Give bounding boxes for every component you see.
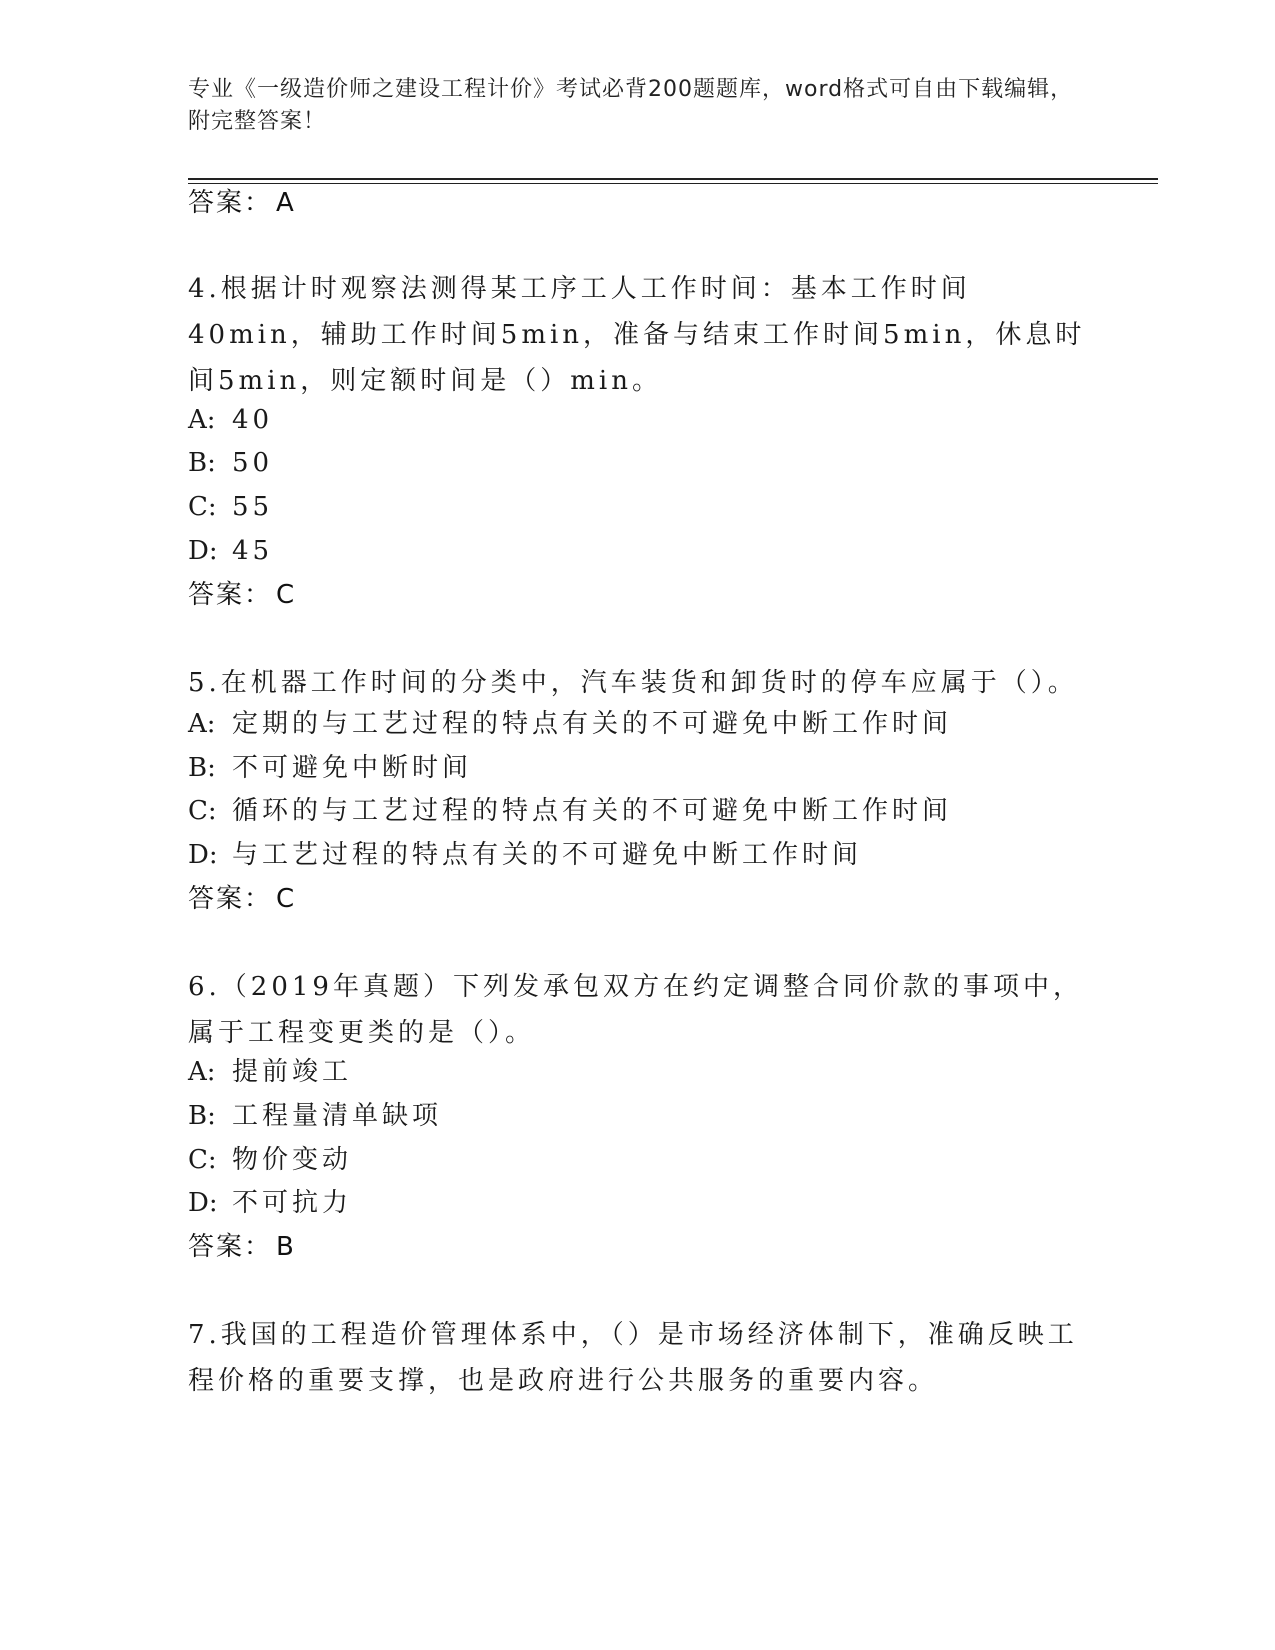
page-header: 专业《一级造价师之建设工程计价》考试必背200题题库，word格式可自由下载编辑，附完整答案！ xyxy=(188,77,1074,134)
header-divider-thin xyxy=(188,183,1158,184)
option-text: 55 xyxy=(232,492,274,522)
option-text: 50 xyxy=(232,448,274,478)
option-key: B: xyxy=(188,753,216,783)
option-text: 不可避免中断时间 xyxy=(232,753,473,783)
answer-line xyxy=(188,183,296,223)
option-text: 提前竣工 xyxy=(232,1057,353,1087)
option-key: D: xyxy=(188,1188,218,1218)
option-key: A: xyxy=(188,405,216,435)
option-key: A: xyxy=(188,709,216,739)
question-4-option-d xyxy=(188,531,273,571)
answer-label: 答案： xyxy=(188,1232,273,1262)
option-key: B: xyxy=(188,1101,216,1131)
question-6-answer xyxy=(188,1227,296,1267)
answer-label: 答案： xyxy=(188,884,273,914)
option-key: C: xyxy=(188,1145,217,1175)
answer-value: C xyxy=(276,580,297,610)
question-7-text: 7.我国的工程造价管理体系中，（）是市场经济体制下，准确反映工程价格的重要支撑，也是政府进行公共服务的重要内容。 xyxy=(188,1320,1078,1396)
question-5-text: 5.在机器工作时间的分类中，汽车装货和卸货时的停车应属于（）。 xyxy=(188,668,1078,698)
header-divider xyxy=(188,178,1158,180)
question-6-option-b xyxy=(188,1096,442,1136)
answer-value: A xyxy=(276,188,296,218)
question-6-option-a xyxy=(188,1052,352,1092)
answer-value: C xyxy=(276,884,297,914)
option-key: C: xyxy=(188,492,217,522)
answer-label: 答案： xyxy=(188,580,273,610)
question-4-text: 4.根据计时观察法测得某工序工人工作时间：基本工作时间40min，辅助工作时间5min，准备与结束工作时间5min，休息时间5min，则定额时间是（）min。 xyxy=(188,274,1086,396)
option-key: D: xyxy=(188,536,218,566)
option-text: 循环的与工艺过程的特点有关的不可避免中断工作时间 xyxy=(232,796,953,826)
answer-value: B xyxy=(276,1232,296,1262)
option-text: 45 xyxy=(232,536,274,566)
option-key: C: xyxy=(188,796,217,826)
question-6-option-d xyxy=(188,1183,352,1223)
question-4-answer xyxy=(188,575,296,615)
question-4-option-a xyxy=(188,400,273,440)
option-text: 物价变动 xyxy=(232,1145,353,1175)
answer-label: 答案： xyxy=(188,188,273,218)
question-4-option-c xyxy=(188,487,273,527)
option-key: B: xyxy=(188,448,216,478)
question-5-answer xyxy=(188,879,296,919)
question-5-option-b xyxy=(188,748,472,788)
option-key: A: xyxy=(188,1057,216,1087)
option-text: 与工艺过程的特点有关的不可避免中断工作时间 xyxy=(232,840,863,870)
option-text: 工程量清单缺项 xyxy=(232,1101,443,1131)
question-4-option-b xyxy=(188,443,273,483)
option-text: 40 xyxy=(232,405,274,435)
option-text: 不可抗力 xyxy=(232,1188,353,1218)
question-5-option-d xyxy=(188,835,862,875)
question-5-option-c xyxy=(188,791,952,831)
question-5-option-a xyxy=(188,704,952,744)
option-text: 定期的与工艺过程的特点有关的不可避免中断工作时间 xyxy=(232,709,953,739)
question-6-option-c xyxy=(188,1140,352,1180)
question-6-text: 6.（2019年真题）下列发承包双方在约定调整合同价款的事项中，属于工程变更类的是（）。 xyxy=(188,972,1083,1048)
option-key: D: xyxy=(188,840,218,870)
